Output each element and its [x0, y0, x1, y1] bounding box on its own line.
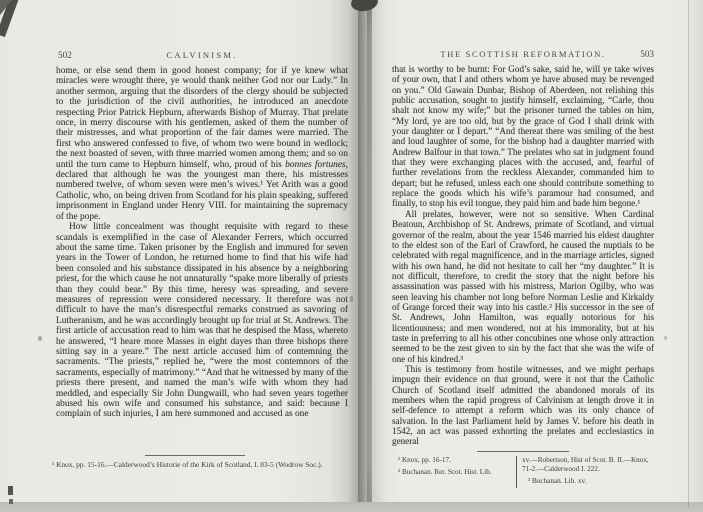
- page-bottom-edge: [0, 502, 703, 512]
- text-segment: home, or else send them in good honest company; for if ye knew what miracles were wrought there, ye would thank neither God nor our Lady.” In another sermon, arguing that the disorders of the clergy should be subjected to the jurisdiction of the civil authorities, he introduced an anecdote respecting Prior Patrick Hepburn, afterwards Bishop of Murray. That prelate once, in merry discourse with his gentlemen, asked of them the number of their mistresses, and what proportion of the fair dames were married. The first who answered confessed to five, of whom two were bound in wedlock; the next boasted of seven, with three married women among them; and so on until the turn came to Hepburn himself, who, proud of his: [56, 66, 348, 170]
- paragraph: [56, 66, 348, 222]
- scan-speckle: [664, 336, 667, 340]
- left-page-body: [56, 66, 348, 420]
- left-running-head: CALVINISM.: [166, 50, 238, 60]
- text-segment: , declared that although he was the youngest man there, his mistresses numbered twelve, of whom seven were men’s wives.¹ Yet Arith was a good Catholic, who, on being driven from Scotland for his plain speaking, suffered imprisonment in England under Henry VIII. for maintaining the supremacy of the pope.: [56, 159, 348, 222]
- paragraph: [392, 209, 654, 364]
- footnote-rule: [145, 455, 245, 456]
- footnote: ¹ Knox, pp. 16-17.: [398, 456, 451, 464]
- footnote-column-2: [516, 456, 654, 488]
- left-page-header: [56, 50, 348, 62]
- text-segment: How little concealment was thought requisite with regard to these scandals is exemplified in the case of Alexander Ferrers, which occurred about the same time. Taken prisoner by the English and immured for seven years in the Tower of London, he returned home to find that his wife had been consoled and his substance dissipated in his absence by a neighboring priest, for the which cause he not unnaturally “spake more liberally of priests than they could bear.” By this time, heresy was spreading, and severe measures of repression were considered necessary. It therefore was not difficult to have the man’s disrespectful remarks construed as savoring of Lutheranism, and he was accordingly brought up for trial at St. Andrews. The first article of accusation read to him was that he despised the Mass, whereto he answered, “I heare more Masses in eight dayes than three bishops there sitting say in a yeare.” The next article accused him of contemning the sacraments. “The priests,” replied he, “were the most contemnors of the sacraments, especially of matrimony.” “And that he witnessed by many of the priests there present, and named the man’s wife with whom they had meddled, and especially Sir John Dungwaill, who had seven years together abused his own wife and consumed his substance, and said: because I complain of such injuries, I am here summoned and accused as one: [56, 222, 348, 420]
- text-segment: All prelates, however, were not so sensitive. When Cardinal Beatoun, Archbishop of St. Andrews, primate of Scotland, and virtual governor of the realm, about the year 1546 married his eldest daughter to the eldest son of the Earl of Crawford, he caused the nuptials to be celebrated with regal magnificence, and in the marriage articles, signed with his own hand, he did not hesitate to call her “my daughter.” It is not difficult, therefore, to credit the story that the night before his assassination was passed with his mistress, Marion Ogilby, who was seen leaving his chamber not long before Norman Leslie and Kirkaldy of Grange forced their way into his castle.² His successor in the see of St. Andrews, John Hamilton, was equally notorious for his licentiousness; and men wondered, not at his immorality, but at his taste in preferring to all his other concubines one whose only attraction seemed to be the zest given to sin by the fact that she was the wife of one of his kindred.³: [392, 208, 654, 364]
- right-page-footnotes: [392, 451, 654, 488]
- paragraph: [392, 64, 654, 209]
- footnote-list: [40, 460, 342, 469]
- paragraph: [392, 364, 654, 447]
- scan-speckle: [38, 336, 42, 341]
- footnote-column-1: [392, 456, 516, 488]
- text-segment: This is testimony from hostile witnesses, and we might perhaps impugn their evidence on that ground, were it not that the Catholic Church of Scotland itself admitted the abandoned morals of its members when the rapid progress of Calvinism at length drove it in self-defence to attempt a reform which was its only chance of salvation. In the last Parliament held by James V. before his death in 1542, an act was passed exhorting the prelates and ecclesiastics in general: [392, 363, 654, 447]
- right-page-body: [392, 64, 654, 447]
- scan-artifact-edge: [8, 486, 13, 495]
- right-page-header: [392, 49, 654, 61]
- footnote: ¹ Knox, pp. 15-16.—Calderwood’s Historie of the Kirk of Scotland, I. 83-5 (Wodrow Soc.).: [52, 460, 323, 469]
- footnote: ² Buchanan. Rer. Scot. Hist. Lib.: [398, 467, 492, 476]
- scan-speckle: [350, 296, 353, 302]
- scan-artifact-edge: [9, 499, 13, 504]
- footnote: xv.—Robertson, Hist of Scot. B. II.—Knox, 71-2.—Calderwood I. 222.: [522, 456, 649, 473]
- paragraph: [56, 222, 348, 420]
- right-page-number: 503: [640, 49, 654, 59]
- left-page-footnotes: [40, 455, 342, 469]
- footnote-rule: [477, 451, 569, 452]
- footnote-columns: [392, 456, 654, 488]
- right-running-head: THE SCOTTISH REFORMATION.: [440, 49, 606, 59]
- binding-gutter-shadow: [367, 0, 372, 512]
- footnote: ³ Buchanan. Lib. xv.: [528, 476, 587, 485]
- text-segment: bonnes fortunes: [285, 159, 346, 170]
- left-page-number: 502: [58, 50, 72, 60]
- page-crease: [688, 0, 689, 507]
- text-segment: that is worthy to be burnt: For God’s sake, said he, will ye take wives of your own, that I and others whom ye have abused may be revenged on you.” Old Gawain Dunbar, Bishop of Aberdeen, not relishing this public accusation, sought to justify himself, exclaiming, “Carle, thou shalt not know my wife;” but the prisoner turned the tables on him, “My lord, ye are too old, but by the grace of God I shall drink with your daughter or I depart.” “And thereat there was smiling of the best and loud laughter of some, for the bishop had a daughter married with Andrew Balfour in that town.” The prelates who sat in judgment found that they were exchanging places with the accused, and, fearful of further revelations from the reckless Alexander, commanded him to depart; but he refused, unless each one should contribute something to replace the goods which his wife’s paramour had consumed, and finally, to stop his evil tongue, they paid him and bade him begone.¹: [392, 64, 654, 209]
